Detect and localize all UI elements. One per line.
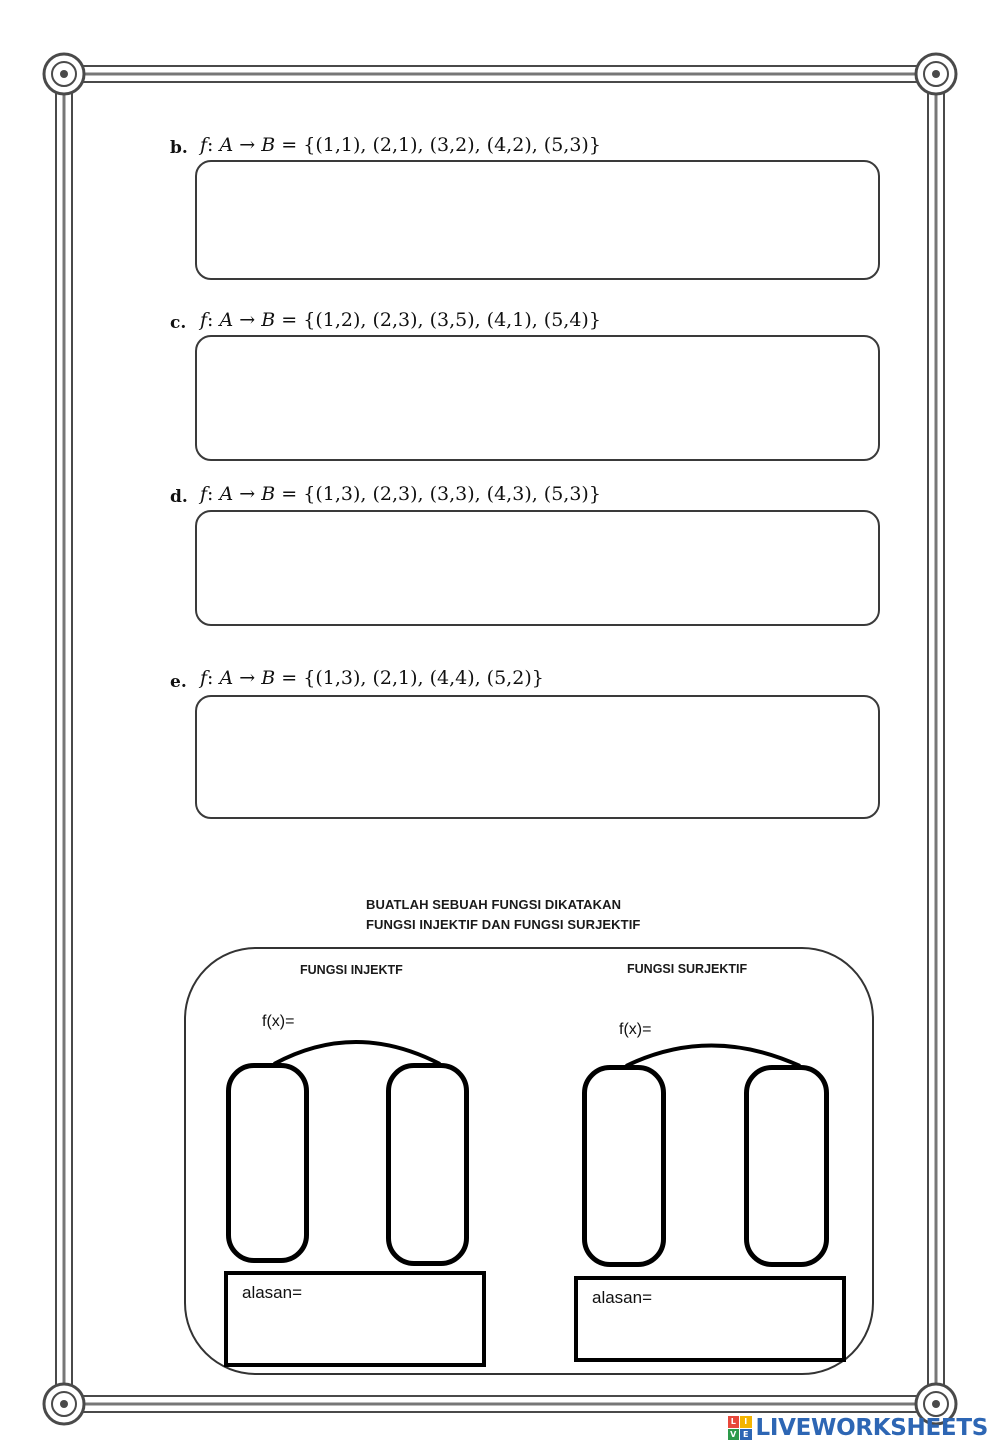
formula-arrow: → [239,667,256,689]
question-b-formula [200,134,601,156]
brand-name: LIVEWORKSHEETS [755,1415,988,1441]
formula-arrow: → [239,483,256,505]
formula-arrow: → [239,309,256,331]
injective-reason-label: alasan= [242,1283,303,1302]
answer-input-b[interactable] [197,162,878,278]
formula-codomain: B [261,309,276,331]
question-d-pairs: {(1,3), (2,3), (3,3), (4,3), (5,3)} [303,483,601,505]
question-e-formula [200,667,544,689]
formula-domain: A [219,309,234,331]
instruction-line-1: BUATLAH SEBUAH FUNGSI DIKATAKAN [366,897,622,912]
injective-title: FUNGSI INJEKTF [300,963,403,977]
logo-letter: I [740,1416,752,1428]
formula-arrow: → [239,134,256,156]
answer-input-e[interactable] [197,697,878,817]
formula-codomain: B [261,134,276,156]
answer-input-d[interactable] [197,512,878,624]
formula-colon: : [207,134,214,156]
logo-letter: V [728,1429,740,1441]
question-b-label: b. [170,138,188,158]
formula-equals: = [281,309,298,331]
formula-colon: : [207,667,214,689]
liveworksheets-logo-icon [728,1416,752,1440]
question-d-formula [200,483,601,505]
answer-box-d[interactable] [195,510,880,626]
surjective-title: FUNGSI SURJEKTIF [627,962,748,976]
question-c-label: c. [170,313,187,333]
surjective-reason-box[interactable] [574,1276,846,1362]
answer-input-c[interactable] [197,337,878,459]
formula-codomain: B [261,483,276,505]
formula-codomain: B [261,667,276,689]
logo-letter: L [728,1416,740,1428]
surjective-fx-label: f(x)= [619,1021,652,1038]
injective-domain-set[interactable] [226,1063,309,1263]
answer-box-b[interactable] [195,160,880,280]
surjective-domain-set[interactable] [582,1065,666,1267]
formula-f: f [200,483,208,505]
logo-letter: E [740,1429,752,1441]
formula-equals: = [281,667,298,689]
formula-equals: = [281,483,298,505]
question-e-label: e. [170,672,187,692]
instruction-heading [366,895,640,935]
formula-f: f [200,134,208,156]
formula-domain: A [219,483,234,505]
formula-domain: A [219,667,234,689]
formula-f: f [200,309,208,331]
injective-reason-box[interactable] [224,1271,486,1367]
formula-colon: : [207,483,214,505]
corner-ornament-icon [44,1384,84,1424]
question-c-pairs: {(1,2), (2,3), (3,5), (4,1), (5,4)} [303,309,601,331]
surjective-reason-label: alasan= [592,1288,653,1307]
liveworksheets-brand [728,1415,988,1441]
formula-colon: : [207,309,214,331]
question-c-formula [200,309,601,331]
corner-ornament-icon [916,54,956,94]
surjective-codomain-set[interactable] [744,1065,829,1267]
formula-f: f [200,667,208,689]
answer-box-c[interactable] [195,335,880,461]
instruction-line-2: FUNGSI INJEKTIF DAN FUNGSI SURJEKTIF [366,917,641,932]
question-b-pairs: {(1,1), (2,1), (3,2), (4,2), (5,3)} [303,134,601,156]
injective-codomain-set[interactable] [386,1063,469,1266]
injective-fx-label: f(x)= [262,1013,295,1030]
formula-domain: A [219,134,234,156]
question-d-label: d. [170,487,188,507]
answer-box-e[interactable] [195,695,880,819]
formula-equals: = [281,134,298,156]
corner-ornament-icon [44,54,84,94]
question-e-pairs: {(1,3), (2,1), (4,4), (5,2)} [303,667,544,689]
